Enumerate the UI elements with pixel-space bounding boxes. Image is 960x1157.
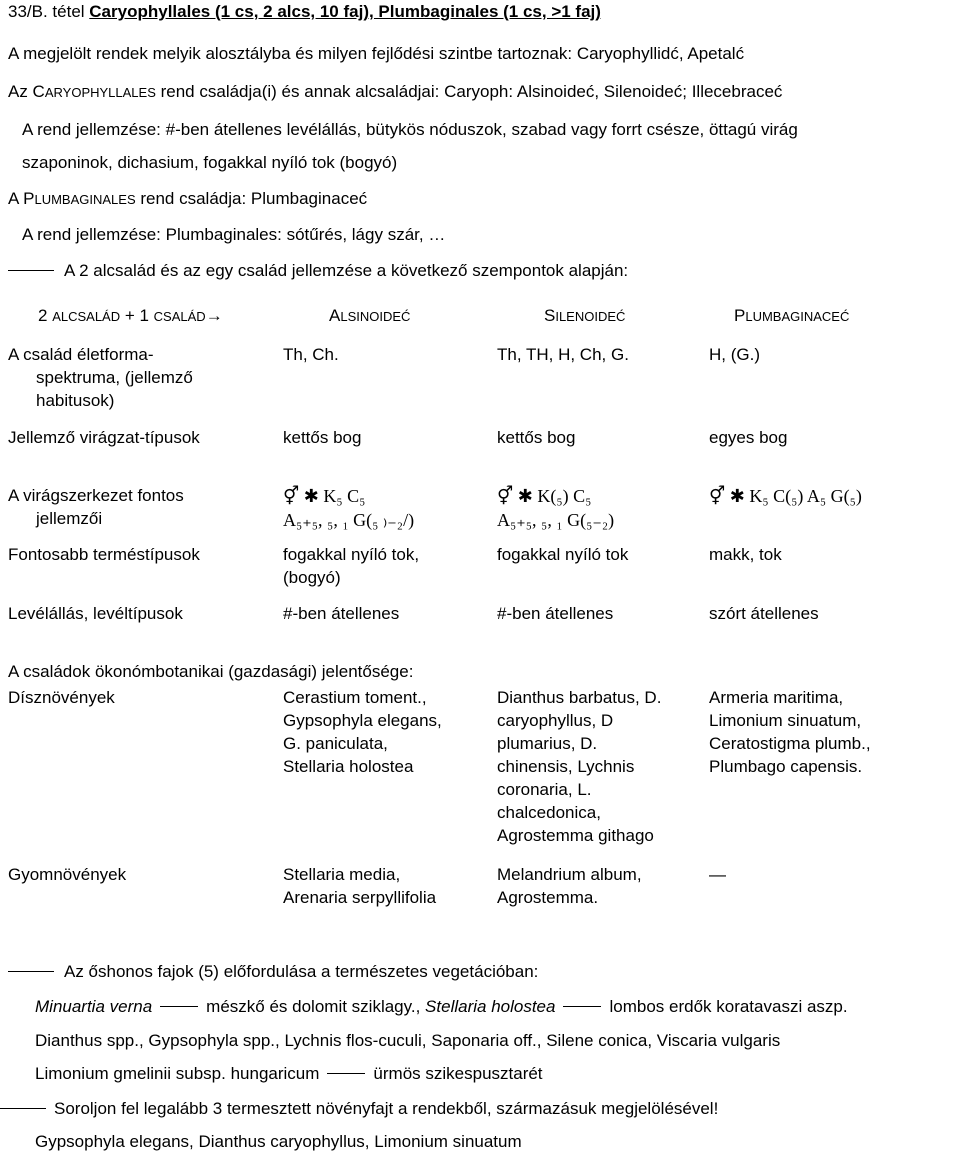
- orn-sil-7: Agrostemma githago: [497, 826, 654, 845]
- cultivated-heading: [0, 1099, 718, 1119]
- inflorescence-silenoideae: kettős bog: [497, 428, 576, 447]
- plumb-char-line: A rend jellemzése: Plumbaginales: sótűrés, lágy szár, …: [22, 225, 446, 244]
- row-flower-label: [8, 484, 268, 530]
- inflorescence-plumbaginaceae: egyes bog: [709, 428, 788, 447]
- hdr-plu-b: LUMBAGINACEĆ: [745, 309, 850, 324]
- orn-sil-5: coronaria, L.: [497, 780, 592, 799]
- inflorescence-alsinoideae: kettős bog: [283, 428, 362, 447]
- orn-sil-1: Dianthus barbatus, D.: [497, 688, 662, 707]
- plumb-line-a: A P: [8, 189, 35, 208]
- families-line-sc: ARYOPHYLLALES: [44, 85, 156, 100]
- weed-alsinoideae: [283, 863, 488, 909]
- native-l3-a: Limonium gmelinii subsp. hungaricum: [35, 1064, 320, 1083]
- header-alsinoideae: [329, 306, 410, 326]
- plumbaginales-line: [8, 189, 367, 210]
- plumb-line-sc: LUMBAGINALES: [34, 192, 136, 207]
- weed-als-2: Arenaria serpyllifolia: [283, 888, 437, 907]
- orn-sil-6: chalcedonica,: [497, 803, 601, 822]
- lifeform-silenoideae: Th, TH, H, Ch, G.: [497, 345, 629, 364]
- weed-sil-2: Agrostemma.: [497, 888, 599, 907]
- row-lifeform-label: [8, 343, 268, 412]
- families-line-a: Az C: [8, 82, 45, 101]
- hdr-als-b: LSINOIDEĆ: [340, 309, 411, 324]
- orn-plu-3: Ceratostigma plumb.,: [709, 734, 871, 753]
- row-leaf-label: Levélállás, levéltípusok: [8, 604, 183, 623]
- leaf-alsinoideae: #-ben átellenes: [283, 604, 400, 623]
- dash-bullet: [0, 1108, 46, 1109]
- table-header-label: [38, 306, 223, 326]
- lifeform-label-3: habitusok): [36, 391, 115, 410]
- native-l1-b: mészkő és dolomit sziklagy.,: [206, 997, 426, 1016]
- dash-sep: [563, 1006, 601, 1007]
- hdr-d: CSALÁD: [153, 309, 206, 324]
- title-orders: Caryophyllales (1 cs, 2 alcs, 10 faj), Plumbaginales (1 cs, >1 faj): [89, 2, 601, 21]
- leaf-silenoideae: #-ben átellenes: [497, 604, 614, 623]
- page-title: [8, 2, 601, 22]
- formula-alsinoideae: [283, 484, 414, 532]
- orn-als-2: Gypsophyla elegans,: [283, 711, 442, 730]
- orn-sil-3: plumarius, D.: [497, 734, 598, 753]
- cultivated-list: Gypsophyla elegans, Dianthus caryophyllus, Limonium sinuatum: [35, 1132, 522, 1151]
- dash-bullet: [8, 270, 54, 271]
- hdr-c: + 1: [120, 306, 154, 325]
- ornamental-label: Dísznövények: [8, 688, 115, 707]
- dash-sep: [327, 1073, 365, 1074]
- formula-plu-1: ⚥ ✱ K₅ C(₅) A₅ G(₅): [709, 486, 862, 506]
- hdr-a: 2: [38, 306, 53, 325]
- fruit-als-2: (bogyó): [283, 568, 341, 587]
- families-line: [8, 82, 782, 103]
- row-fruit-label: Fontosabb terméstípusok: [8, 545, 200, 564]
- native-line-3: [35, 1064, 543, 1084]
- hdr-als-a: A: [329, 306, 341, 325]
- species-minuartia: Minuartia verna: [35, 997, 153, 1016]
- formula-als-2: A₅₊₅, ₅, ₁ G(₅ ₎₋₂/): [283, 510, 415, 530]
- weed-als-1: Stellaria media,: [283, 865, 401, 884]
- orn-plu-2: Limonium sinuatum,: [709, 711, 862, 730]
- lifeform-label-2: spektruma, (jellemző: [36, 368, 193, 387]
- ornamental-silenoideae: [497, 686, 702, 847]
- subclass-line: A megjelölt rendek melyik alosztályba és milyen fejlődési szintbe tartoznak: Caryophyllidć, Apetalć: [8, 44, 745, 63]
- cultivated-heading-text: Soroljon fel legalább 3 termesztett növényfajt a rendekből, származásuk megjelölésével!: [54, 1099, 719, 1118]
- orn-sil-4: chinensis, Lychnis: [497, 757, 635, 776]
- ornamental-plumbaginaceae: [709, 686, 954, 778]
- title-prefix: 33/B. tétel: [8, 2, 90, 21]
- weed-plumbaginaceae: —: [709, 865, 726, 884]
- native-heading-text: Az őshonos fajok (5) előfordulása a természetes vegetációban:: [64, 962, 539, 981]
- dash-bullet: [8, 971, 54, 972]
- weed-label: Gyomnövények: [8, 865, 127, 884]
- orn-plu-1: Armeria maritima,: [709, 688, 844, 707]
- native-l3-b: ürmös szikespusztarét: [373, 1064, 543, 1083]
- header-plumbaginaceae: [734, 306, 849, 326]
- econ-heading: A családok ökonómbotanikai (gazdasági) jelentősége:: [8, 662, 414, 681]
- weed-sil-1: Melandrium album,: [497, 865, 642, 884]
- formula-als-1: ⚥ ✱ K₅ C₅: [283, 486, 366, 506]
- formula-silenoideae: [497, 484, 614, 532]
- arrow-icon: →: [205, 306, 223, 325]
- flower-label-2: jellemzői: [36, 509, 103, 528]
- lifeform-plumbaginaceae: H, (G.): [709, 345, 760, 364]
- hdr-sil-b: ILENOIDEĆ: [555, 309, 626, 324]
- formula-plumbaginaceae: [709, 484, 862, 508]
- hdr-sil-a: S: [544, 306, 556, 325]
- hdr-plu-a: P: [734, 306, 746, 325]
- dash-sep: [160, 1006, 198, 1007]
- fruit-alsinoideae: [283, 543, 483, 589]
- formula-sil-2: A₅₊₅, ₅, ₁ G(₅₋₂): [497, 510, 615, 530]
- species-stellaria: Stellaria holostea: [425, 997, 556, 1016]
- fruit-silenoideae: fogakkal nyíló tok: [497, 545, 629, 564]
- lifeform-label-1: A család életforma-: [8, 345, 154, 364]
- fruit-als-1: fogakkal nyíló tok,: [283, 545, 420, 564]
- ornamental-alsinoideae: [283, 686, 488, 778]
- native-line-1: [35, 997, 848, 1017]
- lifeform-alsinoideae: Th, Ch.: [283, 345, 339, 364]
- native-l1-d: lombos erdők koratavaszi aszp.: [609, 997, 848, 1016]
- header-silenoideae: [544, 306, 625, 326]
- flower-label-1: A virágszerkezet fontos: [8, 486, 184, 505]
- weed-silenoideae: [497, 863, 702, 909]
- orn-als-4: Stellaria holostea: [283, 757, 414, 776]
- criteria-line: [8, 261, 628, 281]
- native-heading: [8, 962, 538, 982]
- orn-als-1: Cerastium toment.,: [283, 688, 427, 707]
- orn-plu-4: Plumbago capensis.: [709, 757, 863, 776]
- leaf-plumbaginaceae: szórt átellenes: [709, 604, 819, 623]
- orn-als-3: G. paniculata,: [283, 734, 388, 753]
- orn-sil-2: caryophyllus, D: [497, 711, 614, 730]
- order-char-line: A rend jellemzése: #-ben átellenes levélállás, bütykös nóduszok, szabad vagy forrt csésze, öttagú virág: [22, 120, 798, 139]
- formula-sil-1: ⚥ ✱ K(₅) C₅: [497, 486, 592, 506]
- fruit-plumbaginaceae: makk, tok: [709, 545, 782, 564]
- families-line-c: rend családja(i) és annak alcsaládjai: Caryoph: Alsinoideć, Silenoideć; Illecebraceć: [155, 82, 783, 101]
- native-line-2: Dianthus spp., Gypsophyla spp., Lychnis flos-cuculi, Saponaria off., Silene conica, Viscaria vulgaris: [35, 1031, 781, 1050]
- criteria-text: A 2 alcsalád és az egy család jellemzése a következő szempontok alapján:: [64, 261, 629, 280]
- order-char-line-2: szaponinok, dichasium, fogakkal nyíló tok (bogyó): [22, 153, 398, 172]
- plumb-line-c: rend családja: Plumbaginaceć: [135, 189, 368, 208]
- hdr-b: ALCSALÁD: [52, 309, 121, 324]
- row-inflorescence-label: Jellemző virágzat-típusok: [8, 428, 200, 447]
